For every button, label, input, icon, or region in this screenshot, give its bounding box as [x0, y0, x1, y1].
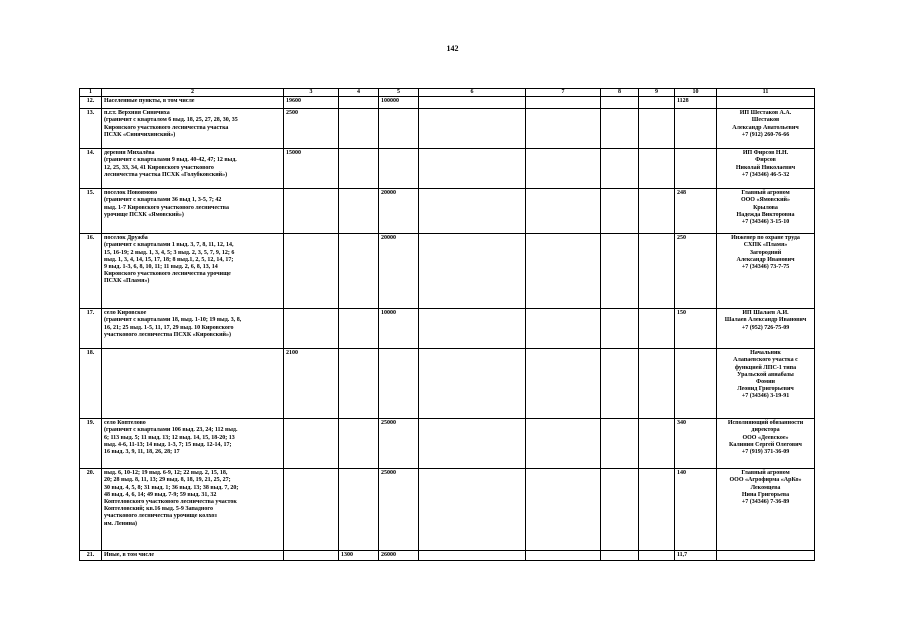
value-cell-c7: [526, 551, 601, 561]
row-number: 12.: [80, 97, 102, 109]
contact-line: ИП Шалаев А.И.: [742, 310, 789, 317]
description-line: п.г.т. Верхняя Синячиха: [104, 110, 170, 117]
contact-line: ООО «Деевское»: [742, 434, 789, 441]
column-header: 11: [717, 89, 815, 97]
fire-plan-table: [79, 88, 815, 561]
description-line: 6; 113 выд. 5; 11 выд. 13; 12 выд. 14, 15, 18-20; 13: [104, 434, 235, 441]
description-line: 16 выд. 3, 9, 11, 18, 26, 28; 17: [104, 448, 180, 455]
description-line: (граничит с кварталами 106 выд. 23, 24; 112 выд.: [104, 427, 238, 434]
contact-person: [717, 97, 815, 109]
table-row: [80, 309, 815, 349]
value-cell-c9: [639, 97, 675, 109]
description-line: (граничит с кварталом 6 выд. 18, 25, 27, 28, 30, 35: [104, 117, 238, 124]
value-cell-c8: [601, 551, 639, 561]
value-cell-c9: [639, 349, 675, 419]
description-line: поселок Дружба: [104, 235, 148, 242]
value-cell-c8: [601, 349, 639, 419]
description-line: Кировского участкового лесничества урочище: [104, 271, 231, 278]
contact-line: Алапаевского участка с: [733, 357, 798, 364]
value-cell-c4: [339, 309, 379, 349]
table-row: [80, 551, 815, 561]
value-cell-c5: 25000: [379, 419, 419, 469]
contact-person: [717, 419, 815, 469]
value-cell-c5: 20000: [379, 189, 419, 234]
value-cell-c5: [379, 149, 419, 189]
description-line: участкового лесничества урочище колхоз: [104, 513, 217, 520]
value-cell-c10: 248: [675, 189, 717, 234]
description-line: 9 выд. 1-3, 6, 8, 10, 11; 11 выд. 2, 6, 8, 13, 14: [104, 263, 218, 270]
contact-line: +7 (34346) 46-5-32: [741, 171, 790, 178]
value-cell-c9: [639, 469, 675, 551]
value-cell-c10: [675, 109, 717, 149]
value-cell-c4: [339, 189, 379, 234]
description-line: 15, 16-19; 2 выд. 1, 3, 4, 5; 3 выд. 2, 3, 5, 7, 9, 12; 6: [104, 249, 235, 256]
value-cell-c8: [601, 234, 639, 309]
description-line: Иные, в том числе: [104, 552, 155, 559]
column-header: 4: [339, 89, 379, 97]
value-cell-c4: [339, 234, 379, 309]
value-cell-c5: 25000: [379, 469, 419, 551]
value-cell-c10: 140: [675, 469, 717, 551]
contact-line: +7 (912) 260-76-66: [741, 131, 790, 138]
row-number: 18.: [80, 349, 102, 419]
contact-line: Уральской авиабазы: [737, 371, 794, 378]
value-cell-c9: [639, 189, 675, 234]
contact-line: Николай Николаевич: [735, 164, 796, 171]
value-cell-c4: [339, 469, 379, 551]
value-cell-c3: [284, 469, 339, 551]
value-cell-c8: [601, 149, 639, 189]
value-cell-c4: [339, 349, 379, 419]
value-cell-c6: [419, 189, 526, 234]
column-header: 10: [675, 89, 717, 97]
contact-line: Исполняющий обязанности: [727, 420, 804, 427]
contact-line: ООО «Ямовский»: [740, 197, 791, 204]
description-line: (граничит с кварталами 1 выд. 3, 7, 8, 11, 12, 14,: [104, 242, 234, 249]
description-line: 30 выд. 4, 5, 8; 31 выд. 1; 36 выд. 13; 38 выд. 7, 20;: [104, 484, 239, 491]
contact-line: Главный агроном: [741, 470, 790, 477]
description-line: 48 выд. 4, 6, 14; 49 выд. 7-9; 59 выд. 31, 32: [104, 491, 217, 498]
table-row: [80, 149, 815, 189]
value-cell-c10: 150: [675, 309, 717, 349]
value-cell-c7: [526, 109, 601, 149]
contact-line: +7 (34346) 7-36-89: [741, 498, 790, 505]
value-cell-c4: [339, 109, 379, 149]
contact-line: Крылова: [753, 204, 778, 211]
value-cell-c10: [675, 149, 717, 189]
value-cell-c3: [284, 189, 339, 234]
value-cell-c9: [639, 149, 675, 189]
contact-line: Фомин: [755, 378, 776, 385]
value-cell-c9: [639, 234, 675, 309]
row-number: 16.: [80, 234, 102, 309]
column-header: 7: [526, 89, 601, 97]
locality-description: [102, 109, 284, 149]
value-cell-c5: 20000: [379, 234, 419, 309]
description-line: выд. 1-7 Кировского участкового лесничества: [104, 204, 230, 211]
contact-line: Фирсов: [755, 157, 776, 164]
contact-person: [717, 189, 815, 234]
contact-line: Калинин Сергей Олегович: [729, 441, 802, 448]
row-number: 15.: [80, 189, 102, 234]
contact-line: Лекомцева: [750, 484, 781, 491]
value-cell-c7: [526, 149, 601, 189]
contact-line: ИП Фирсов Н.Н.: [742, 150, 789, 157]
value-cell-c10: 340: [675, 419, 717, 469]
value-cell-c7: [526, 469, 601, 551]
row-number: 19.: [80, 419, 102, 469]
contact-line: Леонид Григорьевич: [737, 386, 794, 393]
value-cell-c6: [419, 469, 526, 551]
description-line: село Кировское: [104, 310, 147, 317]
value-cell-c3: 15000: [284, 149, 339, 189]
value-cell-c10: 1128: [675, 97, 717, 109]
contact-person: [717, 551, 815, 561]
table-row: [80, 349, 815, 419]
contact-person: [717, 109, 815, 149]
value-cell-c7: [526, 234, 601, 309]
contact-line: +7 (34346) 3-15-10: [741, 218, 790, 225]
contact-line: Загородний: [749, 249, 782, 256]
contact-line: ИП Шестаков А.А.: [739, 110, 792, 117]
header-row: [80, 89, 815, 97]
value-cell-c8: [601, 109, 639, 149]
value-cell-c3: 2500: [284, 109, 339, 149]
value-cell-c10: 11,7: [675, 551, 717, 561]
contact-person: [717, 349, 815, 419]
column-header: 3: [284, 89, 339, 97]
table-row: [80, 469, 815, 551]
value-cell-c3: [284, 551, 339, 561]
value-cell-c4: 1300: [339, 551, 379, 561]
contact-line: +7 (34346) 73-7-75: [741, 263, 790, 270]
locality-description: [102, 349, 284, 419]
row-number: 20.: [80, 469, 102, 551]
column-header: 1: [80, 89, 102, 97]
description-line: ПСХК «Пламя»): [104, 278, 150, 285]
value-cell-c5: [379, 109, 419, 149]
description-line: ПСХК «Синячихинский»): [104, 131, 176, 138]
contact-line: СХПК «Пламя»: [743, 242, 788, 249]
value-cell-c10: [675, 349, 717, 419]
description-line: 20; 28 выд. 8, 11, 13; 29 выд. 8, 18, 19, 21, 25, 27;: [104, 477, 231, 484]
description-line: Коптеловского участкового лесничества участок: [104, 498, 237, 505]
description-line: урочище ПСХК «Ямовский»): [104, 211, 184, 218]
contact-line: +7 (34346) 3-19-91: [741, 393, 790, 400]
value-cell-c7: [526, 189, 601, 234]
description-line: (граничит с кварталами 36 выд 1, 3-5, 7; 42: [104, 197, 222, 204]
locality-description: [102, 551, 284, 561]
contact-line: Нина Григорьева: [741, 491, 790, 498]
description-line: Населенные пункты, в том числе: [104, 98, 195, 105]
description-line: Коптеловский; кв.16 выд. 5-9 Западного: [104, 506, 213, 513]
column-header: 9: [639, 89, 675, 97]
description-line: выд. 6, 10-12; 19 выд. 6-9, 12; 22 выд. 2, 15, 18,: [104, 470, 228, 477]
locality-description: [102, 149, 284, 189]
contact-person: [717, 309, 815, 349]
contact-line: Александр Анатольевич: [732, 124, 799, 131]
contact-line: Начальник: [750, 350, 781, 357]
value-cell-c4: [339, 419, 379, 469]
value-cell-c5: [379, 349, 419, 419]
value-cell-c4: [339, 149, 379, 189]
value-cell-c7: [526, 97, 601, 109]
contact-line: Шалаев Александр Иванович: [724, 317, 807, 324]
value-cell-c8: [601, 309, 639, 349]
locality-description: [102, 419, 284, 469]
table-row: [80, 234, 815, 309]
description-line: поселок Новоямово: [104, 190, 158, 197]
value-cell-c3: 2100: [284, 349, 339, 419]
description-line: Кировского участкового лесничества участка: [104, 124, 229, 131]
value-cell-c5: 100000: [379, 97, 419, 109]
description-line: лесничества участка ПСХК «Голубковский»): [104, 171, 228, 178]
value-cell-c6: [419, 551, 526, 561]
value-cell-c9: [639, 551, 675, 561]
row-number: 14.: [80, 149, 102, 189]
column-header: 6: [419, 89, 526, 97]
value-cell-c6: [419, 419, 526, 469]
locality-description: [102, 309, 284, 349]
contact-line: Главный агроном: [741, 190, 790, 197]
contact-person: [717, 149, 815, 189]
contact-line: Шестаков: [751, 117, 780, 124]
description-line: 16, 21; 25 выд. 1-5, 11, 17, 29 выд. 10 Кировского: [104, 324, 234, 331]
row-number: 21.: [80, 551, 102, 561]
value-cell-c7: [526, 309, 601, 349]
value-cell-c6: [419, 309, 526, 349]
description-line: село Коптелово: [104, 420, 146, 427]
description-line: деревня Михалёва: [104, 150, 155, 157]
value-cell-c3: [284, 419, 339, 469]
contact-person: [717, 469, 815, 551]
contact-line: +7 (919) 371-36-09: [741, 448, 790, 455]
value-cell-c9: [639, 309, 675, 349]
value-cell-c6: [419, 349, 526, 419]
locality-description: [102, 234, 284, 309]
table-row: [80, 189, 815, 234]
value-cell-c7: [526, 349, 601, 419]
contact-line: ООО «Агрофирма «АрКо»: [729, 477, 802, 484]
value-cell-c9: [639, 109, 675, 149]
value-cell-c4: [339, 97, 379, 109]
value-cell-c8: [601, 189, 639, 234]
value-cell-c10: 250: [675, 234, 717, 309]
column-header: 8: [601, 89, 639, 97]
value-cell-c3: [284, 234, 339, 309]
value-cell-c6: [419, 109, 526, 149]
contact-line: Александр Иванович: [736, 256, 795, 263]
row-number: 17.: [80, 309, 102, 349]
description-line: 12, 25, 33, 34, 41 Кировского участкового: [104, 164, 214, 171]
value-cell-c6: [419, 97, 526, 109]
value-cell-c5: 26000: [379, 551, 419, 561]
column-header: 5: [379, 89, 419, 97]
description-line: (граничит с кварталами 18, выд. 1-10; 19 выд. 3, 8,: [104, 317, 242, 324]
table-row: [80, 97, 815, 109]
description-line: выд. 1, 3, 4, 14, 15, 17, 18; 8 выд.1, 2, 5, 12, 14, 17;: [104, 256, 234, 263]
contact-line: директора: [751, 427, 780, 434]
description-line: (граничит с кварталами 9 выд. 40-42, 47; 12 выд.: [104, 157, 237, 164]
value-cell-c6: [419, 149, 526, 189]
value-cell-c6: [419, 234, 526, 309]
value-cell-c5: 10000: [379, 309, 419, 349]
contact-line: +7 (952) 726-75-09: [741, 324, 790, 331]
value-cell-c8: [601, 469, 639, 551]
value-cell-c9: [639, 419, 675, 469]
value-cell-c8: [601, 97, 639, 109]
locality-description: [102, 469, 284, 551]
table-row: [80, 109, 815, 149]
contact-line: функцией ЛПС-1 типа: [734, 364, 797, 371]
row-number: 13.: [80, 109, 102, 149]
value-cell-c7: [526, 419, 601, 469]
value-cell-c3: [284, 309, 339, 349]
description-line: выд. 4-6, 11-13; 14 выд. 1-3, 7; 15 выд. 12-14, 17;: [104, 441, 232, 448]
contact-line: Надежда Викторовна: [736, 211, 795, 218]
column-header: 2: [102, 89, 284, 97]
locality-description: [102, 97, 284, 109]
locality-description: [102, 189, 284, 234]
value-cell-c3: 19600: [284, 97, 339, 109]
contact-person: [717, 234, 815, 309]
table-row: [80, 419, 815, 469]
description-line: им. Ленина): [104, 520, 138, 527]
description-line: участкового лесничества ПСХК «Кировский»): [104, 331, 232, 338]
page-number: 142: [446, 44, 459, 53]
value-cell-c8: [601, 419, 639, 469]
contact-line: Инженер по охране труда: [731, 235, 800, 242]
